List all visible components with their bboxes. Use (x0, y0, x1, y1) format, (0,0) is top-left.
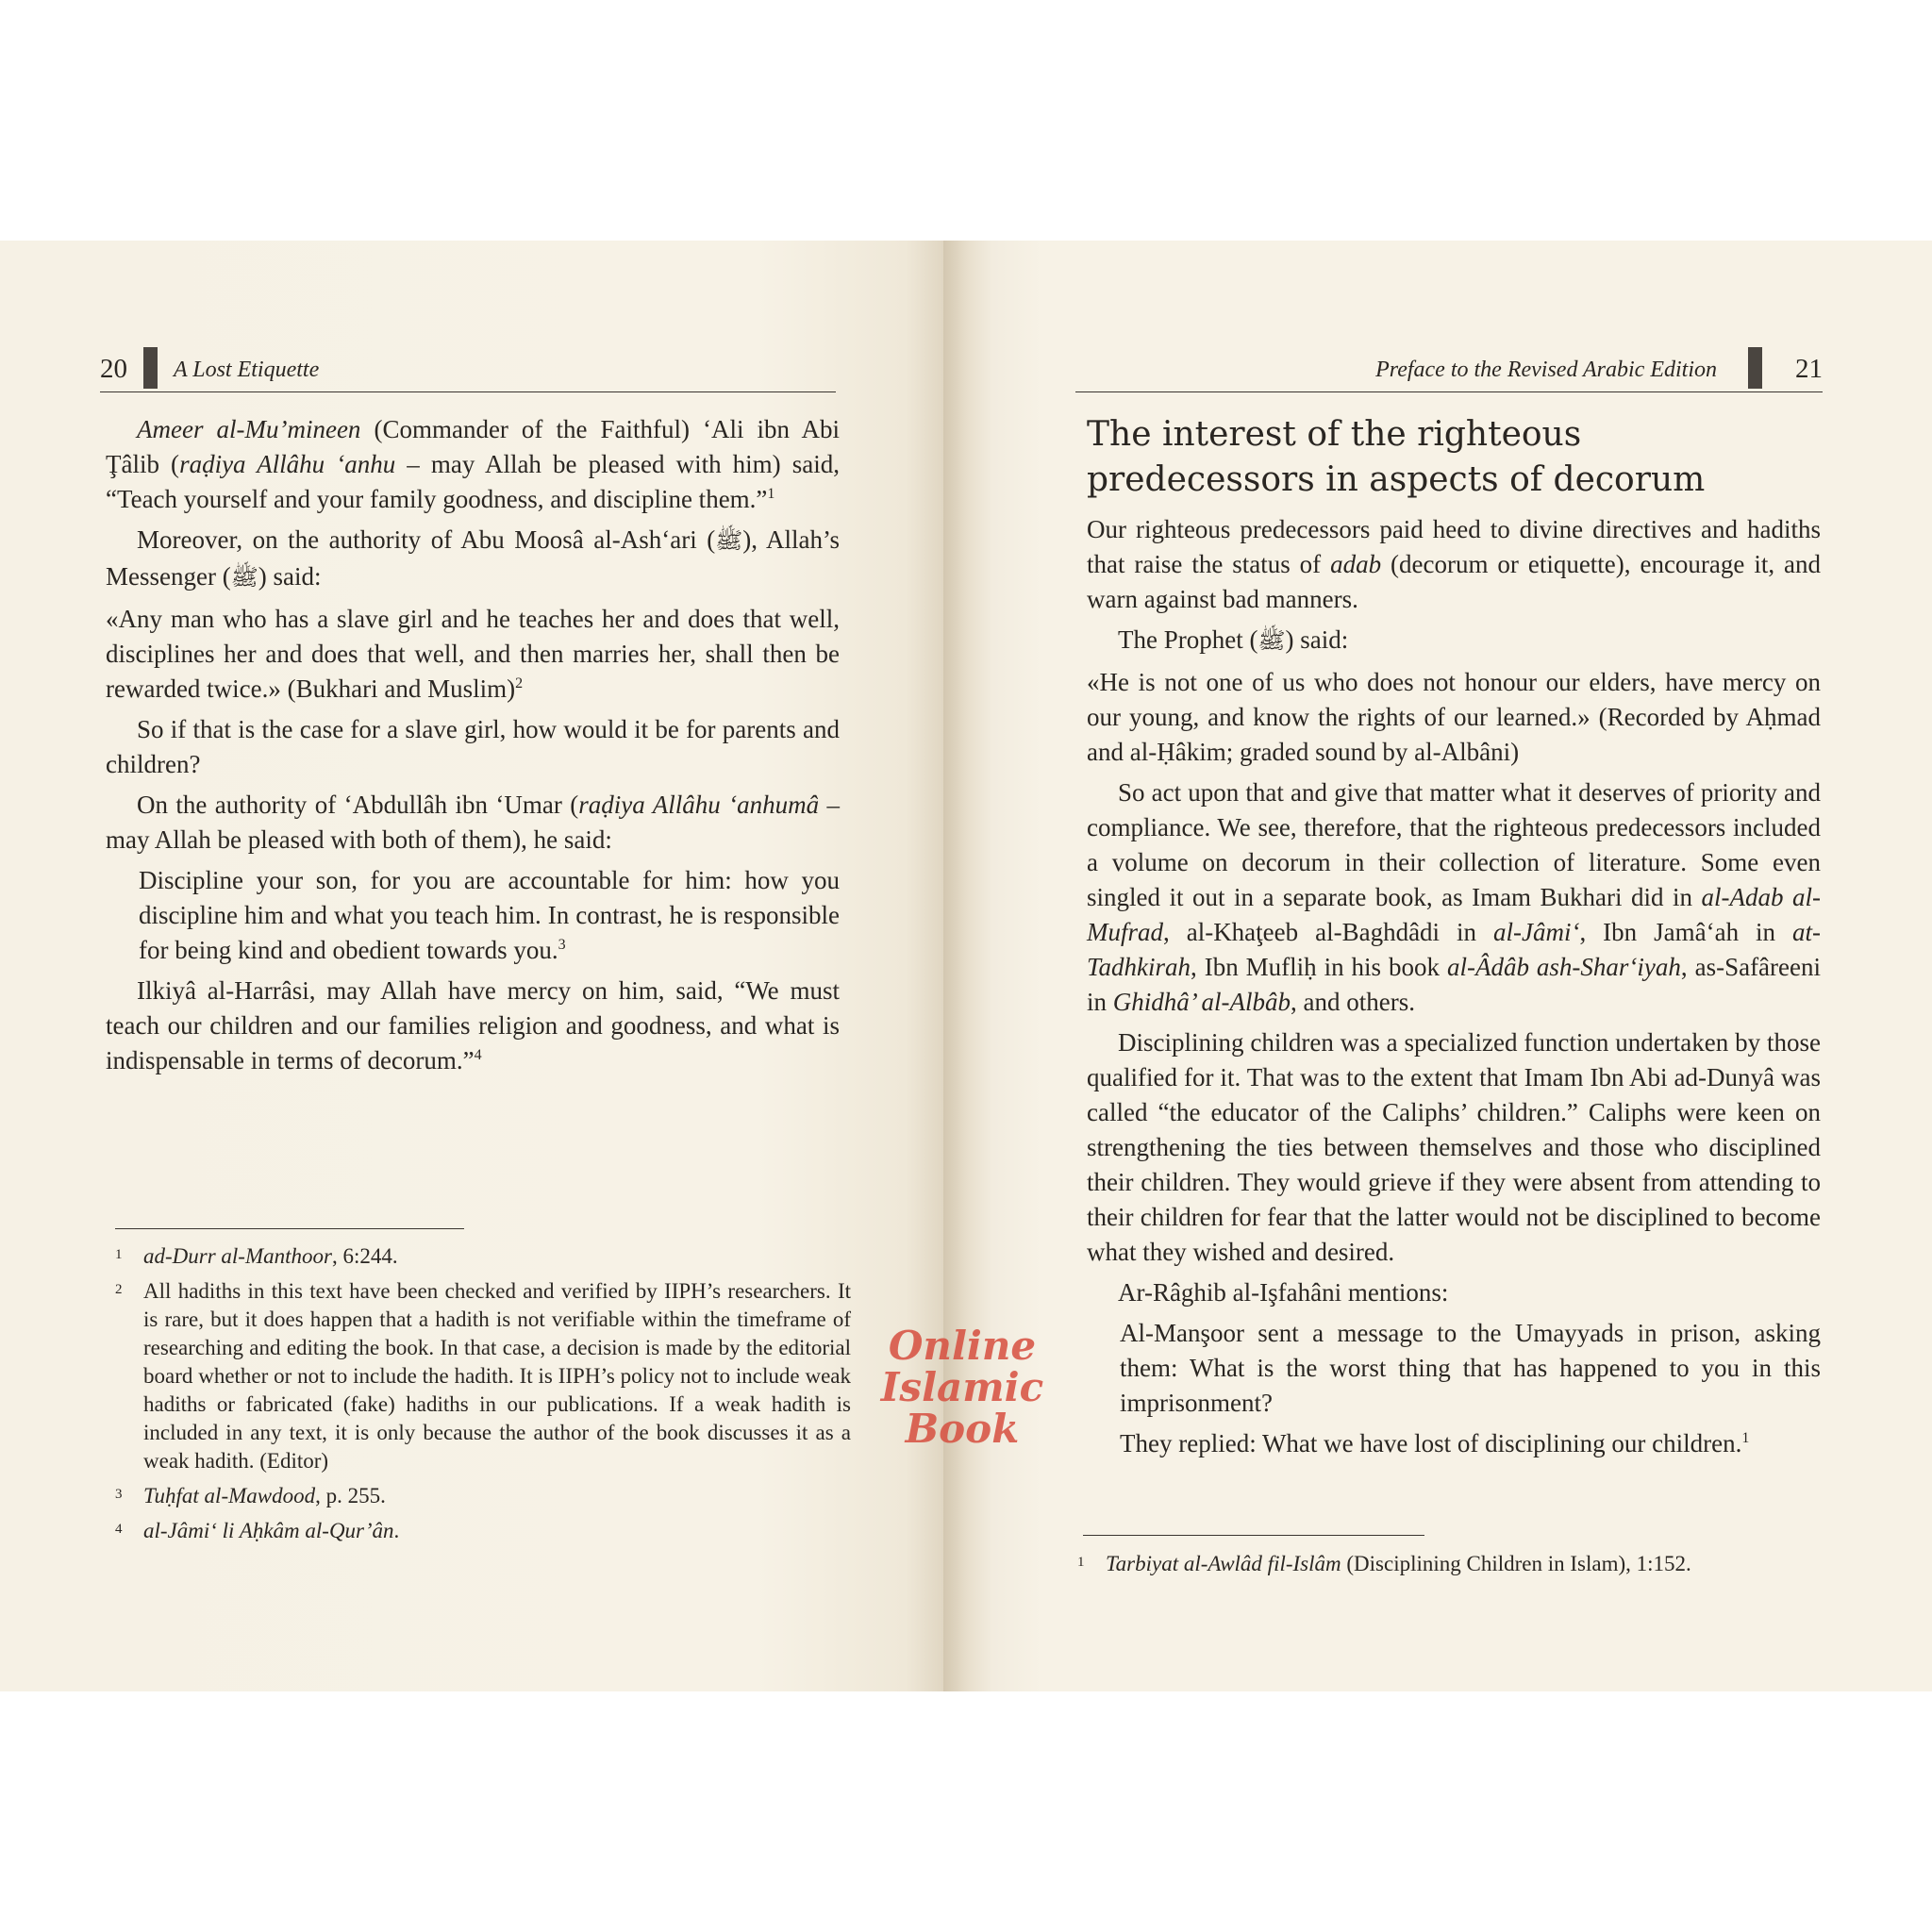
header-rule (100, 391, 836, 392)
footnote-number: 4 (115, 1522, 123, 1537)
watermark-line: Book (905, 1406, 1020, 1452)
text: , al-Khaţeeb al-Baghdâdi in (1163, 918, 1493, 946)
paragraph (1087, 775, 1821, 1020)
text: , Ibn Jamâ‘ah in (1579, 918, 1792, 946)
text: ) said: (1285, 625, 1349, 654)
footnote (115, 1517, 851, 1545)
block-quote (1087, 1426, 1821, 1461)
text: (decorum or etiquette), encourage it, and warn against bad manners. (1087, 550, 1821, 613)
block-quote (106, 863, 840, 968)
paragraph (1087, 623, 1821, 659)
italic-term: raḍiya Allâhu ‘anhu (179, 450, 396, 478)
text: – may Allah be pleased with him) said, “Teach yourself and your family goodness, and discipline them.” (106, 450, 840, 513)
italic-term: al-Adab al-Mufrad (1087, 883, 1821, 946)
footnote-ref: 2 (515, 675, 524, 691)
footnote (1077, 1550, 1823, 1578)
italic-term: at-Tadhkirah (1087, 918, 1821, 981)
page-number: 20 (100, 354, 127, 384)
paragraph: So if that is the case for a slave girl, how would it be for parents and children? (106, 715, 840, 778)
running-title: A Lost Etiquette (174, 358, 320, 382)
salutation-glyph: ﷺ (230, 566, 258, 591)
footnote-number: 3 (115, 1487, 123, 1502)
text: , and others. (1291, 988, 1415, 1016)
footnote-text: (Disciplining Children in Islam), 1:152. (1341, 1552, 1691, 1575)
book-spread (0, 241, 1932, 1691)
footnote-text: , p. 255. (315, 1484, 386, 1507)
text: They replied: What we have lost of disciplining our children. (1120, 1429, 1742, 1457)
footnote-text: . (393, 1519, 400, 1542)
text: Moreover, on the authority of Abu Moosâ al-Ash‘ari ( (137, 525, 716, 554)
italic-term: adab (1330, 550, 1382, 578)
text: ) said: (258, 562, 322, 591)
text: «Any man who has a slave girl and he teaches her and does that well, disciplines her and does that well, and then marries her, shall then be rewarded twice.» (Bukhari and Muslim) (106, 605, 840, 703)
paragraph: Disciplining children was a specialized function undertaken by those qualified for it. That was to the extent that Imam Ibn Abi ad-Dunyâ was called “the educator of the Caliphs’ children.” Caliphs were keen on strengthening the ties between themselves and those who disciplined their children. They would grieve if they were absent from attending to their children for fear that the latter would not be disciplined to become what they wished and desired. (1087, 1028, 1821, 1266)
right-header (1075, 349, 1823, 392)
footnote-text: All hadiths in this text have been checked and verified by IIPH’s researchers. It is rare, but it does happen that a hadith is not verifiable within the timeframe of researching and editing the book. In that case, a decision is made by the editorial board whether or not to include the hadith. It is IIPH’s policy not to include weak hadiths or fabricated (fake) hadiths in our publications. If a weak hadith is included in any text, it is only because the author of the book discusses it as a weak hadith. (Editor) (143, 1279, 851, 1473)
text: – may Allah be pleased with both of them), he said: (106, 791, 841, 854)
italic-term: Ghidhâ’ al-Albâb (1112, 988, 1291, 1016)
header-marker (143, 347, 158, 389)
right-footnotes (1077, 1550, 1823, 1585)
paragraph (106, 412, 840, 517)
paragraph (106, 523, 840, 596)
footnote (115, 1482, 851, 1510)
text: ), Allah’s Messenger ( (106, 525, 841, 591)
italic-term: Ameer al-Mu’mineen (137, 415, 361, 443)
left-footnotes (115, 1242, 851, 1552)
text: So act upon that and give that matter what it deserves of priority and compliance. We see, therefore, that the righteous predecessors included a volume on decorum in their collection of literature. Some even singled it out in a separate book, as Imam Bukhari did in (1087, 778, 1821, 911)
left-header (100, 349, 836, 392)
paragraph (1087, 512, 1821, 617)
italic-term: raḍiya Allâhu ‘anhumâ (578, 791, 820, 819)
text: Our righteous predecessors paid heed to divine directives and hadiths that raise the status of (1087, 515, 1821, 578)
paragraph: Ar-Râghib al-Işfahâni mentions: (1118, 1278, 1449, 1307)
text: Discipline your son, for you are accountable for him: how you discipline him and what you teach him. In contrast, he is responsible for being kind and obedient towards you. (139, 866, 840, 964)
italic-term: al-Jâmi‘ (1492, 918, 1580, 946)
footnote-number: 1 (115, 1247, 123, 1262)
text: , Ibn Mufliḥ in his book (1191, 953, 1447, 981)
header-rule (1075, 391, 1823, 392)
footnote-title: Tuḥfat al-Mawdood (143, 1484, 316, 1507)
footnote-title: al-Jâmi‘ li Aḥkâm al-Qur’ân (143, 1519, 394, 1542)
salutation-glyph: ﷺ (715, 529, 743, 554)
text: The Prophet ( (1118, 625, 1258, 654)
text: (Commander of the Faithful) ‘Ali ibn Abi Ţâlib ( (106, 415, 840, 478)
footnote-number: 2 (115, 1282, 123, 1297)
hadith-quote (106, 602, 840, 707)
heading-line: predecessors in aspects of decorum (1087, 460, 1706, 499)
footnote (115, 1277, 851, 1475)
left-page (0, 241, 943, 1691)
block-quote: Al-Manşoor sent a message to the Umayyads in prison, asking them: What is the worst thing that has happened to you in this imprisonment? (1120, 1319, 1821, 1417)
right-page (943, 241, 1932, 1691)
text: Ilkiyâ al-Harrâsi, may Allah have mercy on him, said, “We must teach our children and our families religion and goodness, and what is indispensable in terms of decorum.” (106, 976, 840, 1074)
footnote-ref: 1 (767, 486, 775, 502)
right-body (1087, 412, 1821, 1467)
footnote-number: 1 (1077, 1555, 1085, 1570)
left-body (106, 412, 840, 1084)
hadith-quote: «He is not one of us who does not honour our elders, have mercy on our young, and know the rights of our learned.» (Recorded by Aḥmad and al-Ḥâkim; graded sound by al-Albâni) (1087, 668, 1821, 766)
footnote-rule (1083, 1535, 1424, 1536)
salutation-glyph: ﷺ (1257, 629, 1286, 654)
page-number: 21 (1795, 354, 1823, 384)
footnote-ref: 4 (474, 1047, 482, 1063)
paragraph (106, 974, 840, 1078)
watermark-line: Online Islamic (880, 1323, 1044, 1410)
footnote (115, 1242, 851, 1271)
paragraph (106, 788, 840, 858)
footnote-title: Tarbiyat al-Awlâd fil-Islâm (1106, 1552, 1341, 1575)
header-marker (1748, 347, 1762, 389)
section-heading (1087, 412, 1821, 503)
footnote-ref: 1 (1741, 1430, 1750, 1446)
heading-line: The interest of the righteous (1087, 415, 1582, 454)
running-title: Preface to the Revised Arabic Edition (1375, 358, 1717, 382)
italic-term: al-Âdâb ash-Shar‘iyah (1446, 953, 1681, 981)
footnote-text: , 6:244. (331, 1244, 398, 1268)
footnote-rule (115, 1228, 464, 1229)
text: , as-Safâreeni in (1087, 953, 1822, 1016)
footnote-ref: 3 (558, 937, 566, 953)
footnote-title: ad-Durr al-Manthoor (143, 1244, 332, 1268)
text: On the authority of ‘Abdullâh ibn ‘Umar ( (137, 791, 579, 819)
